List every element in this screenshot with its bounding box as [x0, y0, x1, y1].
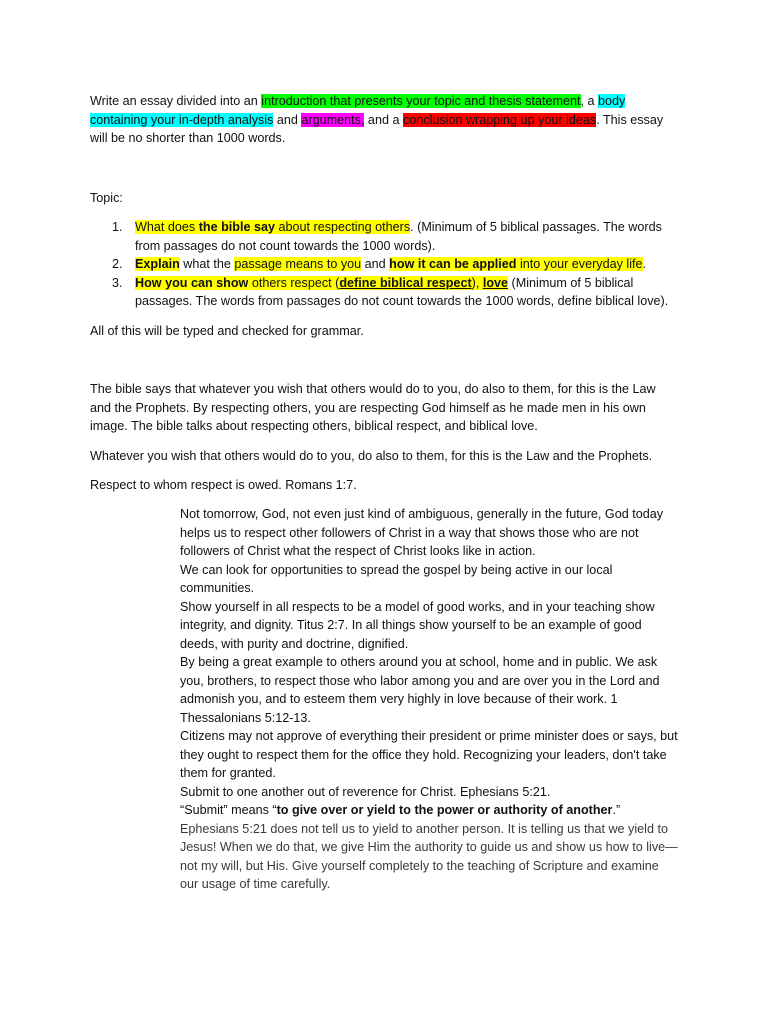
definition-text-bold: to give over or yield to the power or authority of another [276, 803, 613, 817]
essay-paragraph: Not tomorrow, God, not even just kind of ambiguous, generally in the future, God today helps us to respect other followers of Christ in a way that shows those who are not followers of Christ what the respect of Christ looks like in action. [180, 507, 664, 558]
essay-closing-paragraph: Ephesians 5:21 does not tell us to yield to another person. It is telling us that we yield to Jesus! When we do that, we give Him the authority to guide us and show us how to live—not my will, but His. Give yourself completely to the teaching of Scripture and examine our usage of time carefully. [180, 821, 678, 891]
assignment-instructions [90, 92, 680, 148]
highlight-introduction: introduction that presents your topic and thesis statement [261, 94, 581, 108]
list-item [90, 218, 680, 255]
list-item [90, 255, 680, 274]
highlight-text-bold-underlined: define biblical respect [339, 275, 472, 290]
essay-paragraph: Show yourself in all respects to be a model of good works, and in your teaching show integrity, and dignity. Titus 2:7. In all things show yourself to be an example of good deeds, with purity and doctrine, dignified. [180, 599, 655, 651]
essay-paragraph: We can look for opportunities to spread the gospel by being active in our local communities. [180, 562, 613, 595]
instructions-text: , a [580, 94, 599, 108]
essay-quote-paragraph: Whatever you wish that others would do to you, do also to them, for this is the Law and the Prophets. [90, 449, 653, 463]
topic-text: What does [135, 220, 199, 234]
grammar-note: All of this will be typed and checked for grammar. [90, 324, 364, 338]
essay-verse-paragraph: Respect to whom respect is owed. Romans 1:7. [90, 478, 357, 492]
topic-text: and [361, 257, 390, 271]
essay-intro-paragraph: The bible says that whatever you wish that others would do to you, do also to them, for this is the Law and the Prophets. By respecting others, you are respecting God himself as he made men in his own image. The bible talks about respecting others, biblical respect, and biblical love. [90, 382, 656, 433]
list-number: 1. [112, 220, 123, 234]
definition-text: .” [612, 803, 621, 817]
definition-text: “Submit” means “ [180, 803, 277, 817]
topic-list [90, 218, 680, 311]
list-number: 3. [112, 275, 123, 290]
highlight-text-bold: How you can show [135, 275, 249, 290]
instructions-text: and a [364, 112, 403, 127]
essay-paragraph: Citizens may not approve of everything their president or prime minister does or says, but they ought to respect them for the office they hold. Recognizing your leaders, don't take them for granted. [180, 729, 678, 780]
highlight-text-bold: how it can be applied [389, 257, 517, 271]
topic-label: Topic: [90, 191, 123, 205]
highlight-text: passage means to you [234, 257, 362, 271]
highlight-text: into your everyday life [516, 257, 643, 271]
essay-paragraph: By being a great example to others around you at school, home and in public. We ask you, brothers, to respect those who labor among you and are over you in the Lord and admonish you, and to esteem them very highly in love because of their work. 1 Thessalonians 5:12-13. [180, 655, 660, 725]
highlight-arguments: arguments, [301, 112, 365, 127]
indented-essay-block [180, 505, 680, 894]
highlight-body: body containing your in-depth analysis [90, 94, 626, 127]
highlight-text [135, 220, 410, 234]
topic-text: . [642, 257, 646, 271]
instructions-text: Write an essay divided into an [90, 94, 262, 108]
highlight-text-bold-underlined: love [482, 275, 509, 290]
topic-text: what the [179, 257, 235, 271]
submit-definition [180, 801, 680, 820]
topic-text: (Minimum of 5 biblical passages. The words from passages do not count towards the 1000 words, define biblical love). [135, 275, 669, 308]
highlight-text-bold: Explain [135, 257, 180, 271]
list-item [90, 274, 680, 311]
essay-paragraph: Submit to one another out of reverence for Christ. Ephesians 5:21. [180, 784, 551, 799]
highlight-conclusion: conclusion wrapping up your ideas [402, 112, 597, 127]
topic-text: . (Minimum of 5 biblical passages. The words from passages do not count towards the 1000 words). [135, 220, 662, 253]
instructions-text: and [273, 112, 302, 127]
topic-text: about respecting others [275, 220, 411, 234]
list-number: 2. [112, 257, 123, 271]
instructions-text: . This essay will be no shorter than 1000 words. [90, 112, 664, 145]
highlight-text: ), [471, 275, 483, 290]
topic-text-bold: the bible say [198, 220, 275, 234]
highlight-text: others respect ( [248, 275, 340, 290]
